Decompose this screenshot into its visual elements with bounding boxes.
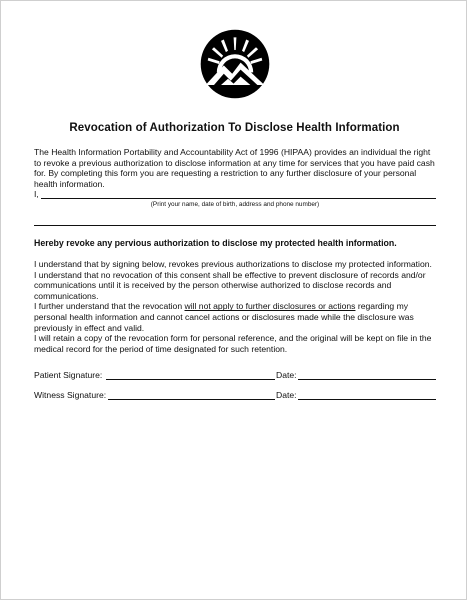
name-prefix: I, xyxy=(34,189,39,199)
name-entry-line[interactable] xyxy=(34,189,436,200)
page-title: Revocation of Authorization To Disclose Health Information xyxy=(69,122,400,134)
name-caption: (Print your name, date of birth, address and phone number) xyxy=(150,201,320,208)
terms-p3-underlined: will not apply to further disclosures or actions xyxy=(184,301,356,312)
witness-signature-line[interactable] xyxy=(108,399,275,400)
witness-signature-label: Witness Signature: xyxy=(34,390,107,400)
terms-section xyxy=(34,259,436,354)
terms-paragraph-2: I understand that no revocation of this consent shall be effective to prevent disclosure of records and/or communications until it is received by the person otherwise authorized to disclose records and communications. xyxy=(34,269,426,301)
patient-signature-line[interactable] xyxy=(106,379,275,380)
terms-paragraph-3 xyxy=(34,301,436,333)
terms-p3-after: regarding my personal health information and cannot cancel actions or disclosures made while the disclosure was previously in effect and valid. xyxy=(34,301,414,333)
witness-signature-row xyxy=(34,390,436,402)
patient-signature-label: Patient Signature: xyxy=(34,370,103,380)
terms-paragraph-1: I understand that by signing below, revokes previous authorizations to disclose my protected information. xyxy=(34,259,432,269)
terms-p3-before: I further understand that the revocation xyxy=(34,301,185,312)
patient-date-label: Date: xyxy=(276,370,297,380)
name-blank-line[interactable] xyxy=(41,198,436,199)
additional-info-line[interactable] xyxy=(34,225,436,226)
witness-date-line[interactable] xyxy=(298,399,436,400)
terms-paragraph-4: I will retain a copy of the revocation form for personal reference, and the original will be kept on file in the medical record for the period of time designated for such retention. xyxy=(34,333,432,354)
intro-paragraph: The Health Information Portability and Accountability Act of 1996 (HIPAA) provides an individual the right to revoke a previous authorization to disclose information at any time for services that you have paid cash for. By completing this form you are requesting a restriction to any further disclosure of your personal health information. xyxy=(34,147,435,189)
patient-signature-row xyxy=(34,370,436,382)
witness-date-label: Date: xyxy=(276,390,297,400)
mountain-sun-logo-icon xyxy=(200,29,270,99)
patient-date-line[interactable] xyxy=(298,379,436,380)
revoke-statement: Hereby revoke any pervious authorization to disclose my protected health information. xyxy=(34,238,397,248)
